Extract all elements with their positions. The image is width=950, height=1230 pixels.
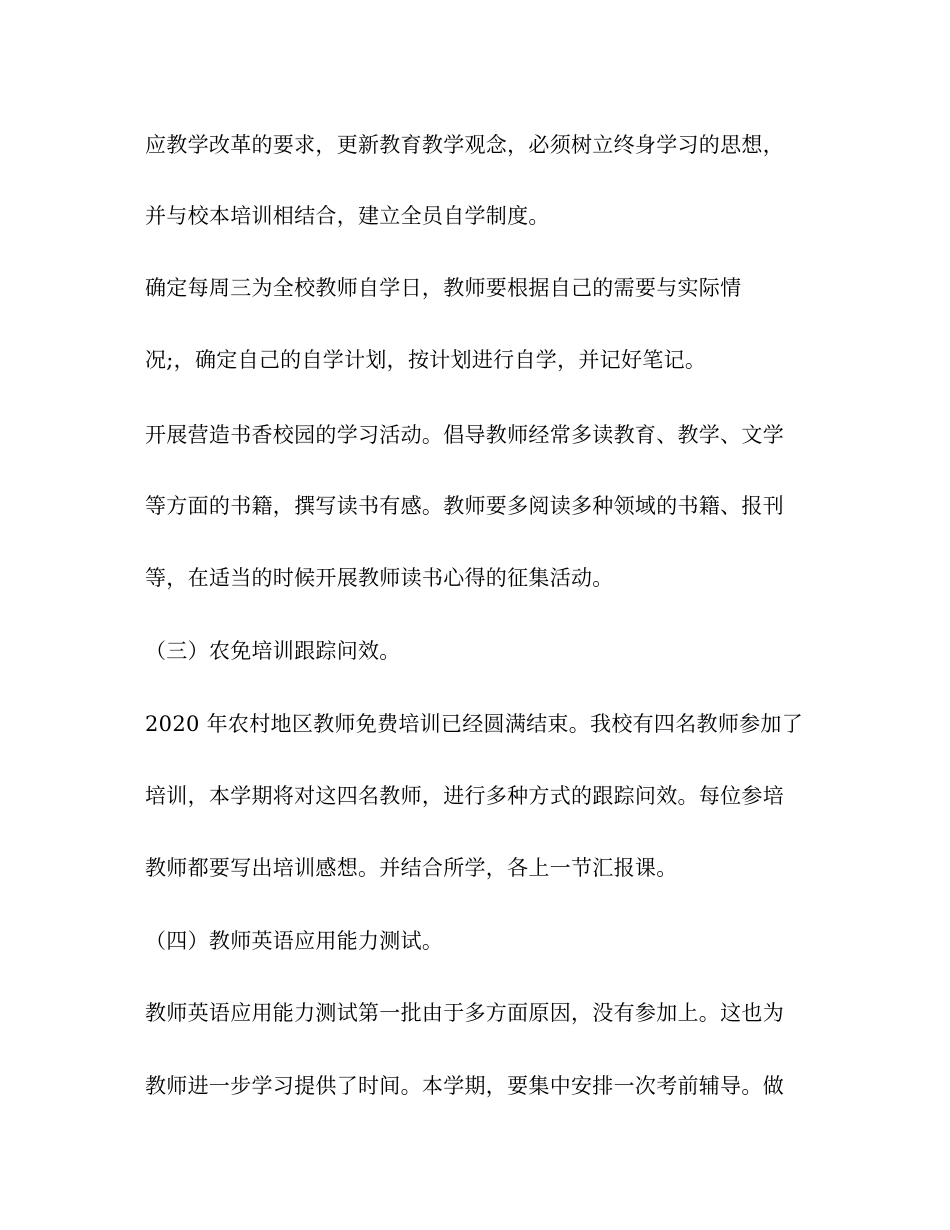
text-line: 教师都要写出培训感想。并结合所学，各上一节汇报课。: [145, 856, 678, 880]
text-line: 开展营造书香校园的学习活动。倡导教师经常多读教育、教学、文学: [145, 423, 784, 447]
text-line: 教师进一步学习提供了时间。本学期，要集中安排一次考前辅导。做: [145, 1074, 784, 1098]
section-heading: （四）教师英语应用能力测试。: [145, 929, 444, 953]
text-line: 并与校本培训相结合，建立全员自学制度。: [145, 204, 550, 228]
text-line: 等方面的书籍，撰写读书有感。教师要多阅读多种领域的书籍、报刊: [145, 494, 784, 518]
text-line: 教师英语应用能力测试第一批由于多方面原因，没有参加上。这也为: [145, 1001, 784, 1025]
text-line: 培训，本学期将对这四名教师，进行多种方式的跟踪问效。每位参培: [145, 784, 784, 808]
text-line: 况;，确定自己的自学计划，按计划进行自学，并记好笔记。: [145, 348, 707, 372]
text-line: 等，在适当的时候开展教师读书心得的征集活动。: [145, 566, 614, 590]
text-line: 应教学改革的要求，更新教育教学观念，必须树立终身学习的思想，: [145, 133, 784, 157]
text-line: 确定每周三为全校教师自学日，教师要根据自己的需要与实际情: [145, 276, 742, 300]
section-heading: （三）农免培训跟踪问效。: [145, 639, 401, 663]
text-line: 2020 年农村地区教师免费培训已经圆满结束。我校有四名教师参加了: [145, 712, 804, 736]
